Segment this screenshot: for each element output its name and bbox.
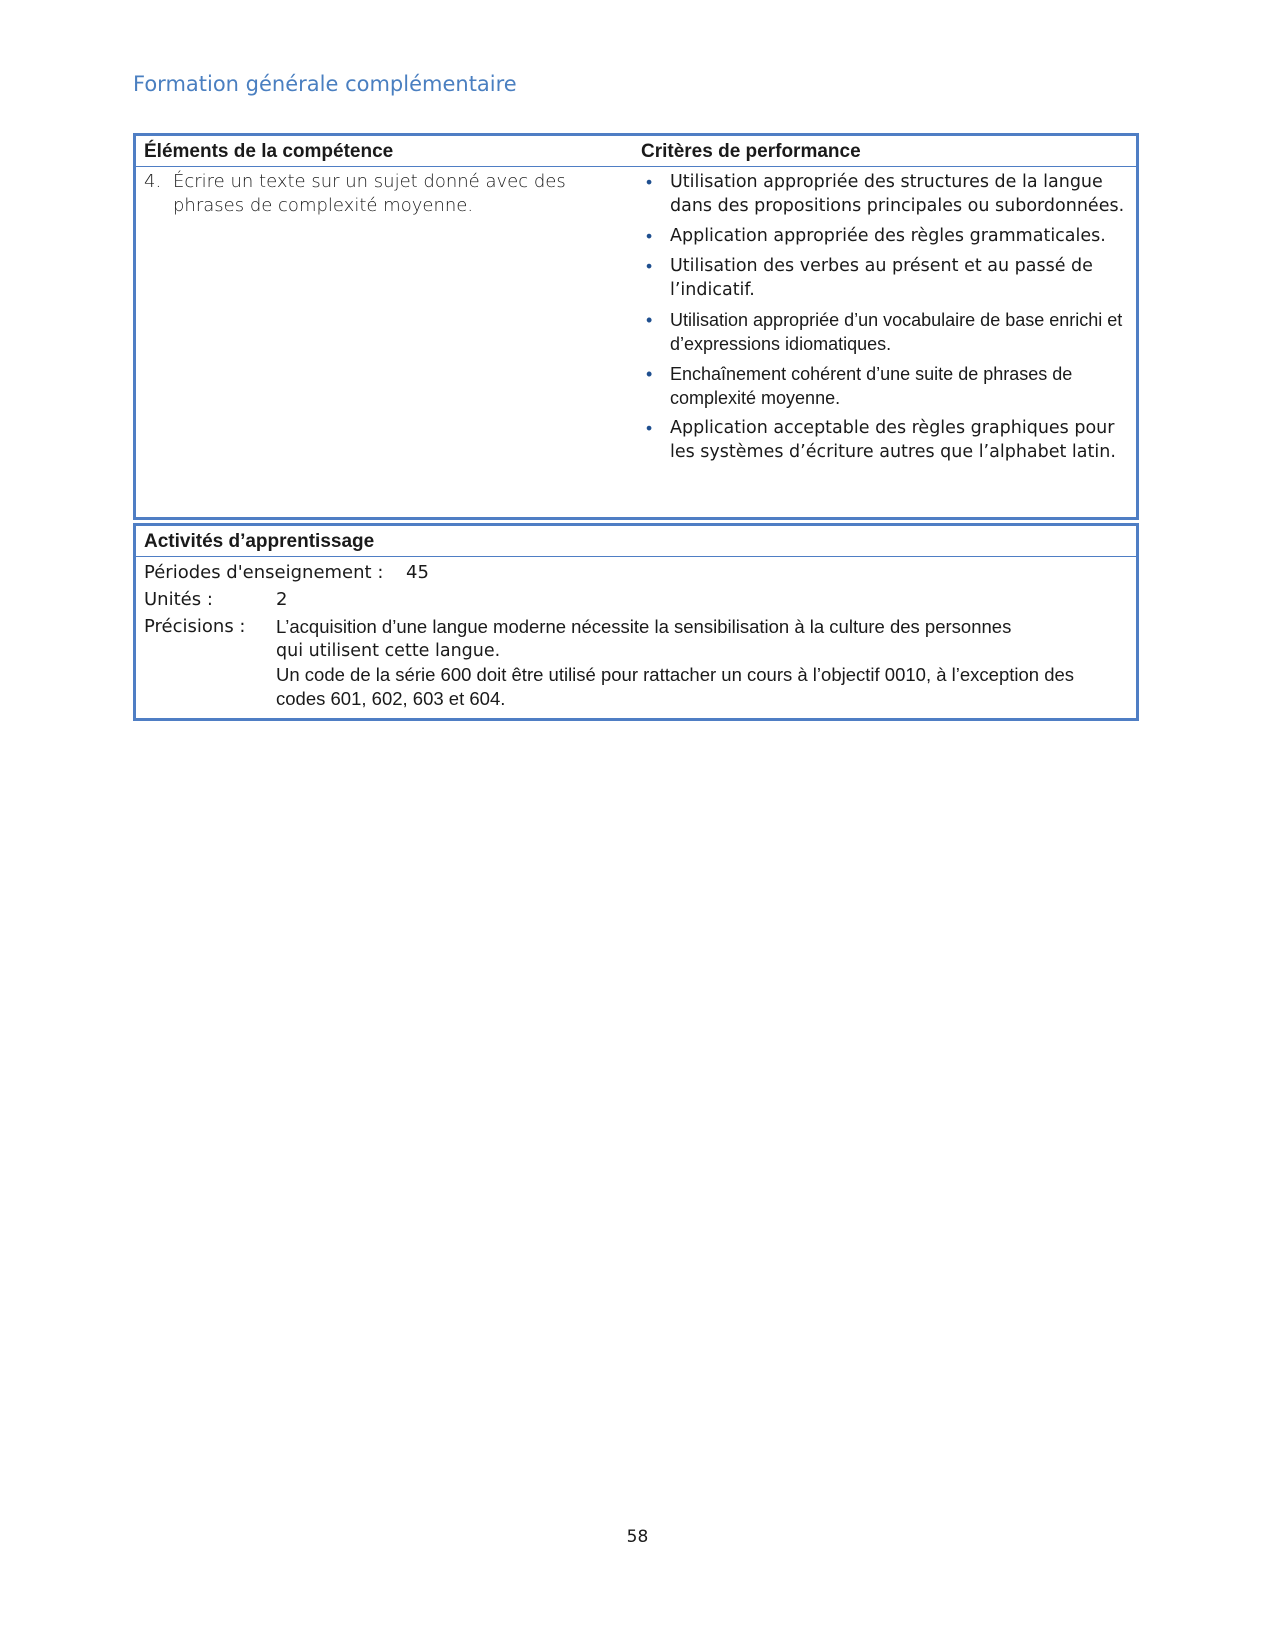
element-number: 4. [144, 171, 162, 192]
page-number: 58 [626, 1527, 649, 1547]
performance-criteria-list [641, 170, 1136, 470]
bullet-icon: • [646, 364, 653, 384]
criteria-item-text: Utilisation des verbes au présent et au passé de l’indicatif. [670, 256, 1093, 300]
criteria-item [641, 308, 1136, 356]
criteria-heading: Critères de performance [641, 141, 861, 162]
precisions-label: Précisions : [144, 616, 246, 637]
elements-heading: Éléments de la compétence [144, 141, 394, 162]
criteria-item-text: Utilisation appropriée des structures de la langue dans des propositions principales ou subordonnées. [670, 172, 1125, 216]
bullet-icon: • [646, 226, 653, 246]
criteria-item [641, 224, 1136, 248]
criteria-item [641, 170, 1136, 218]
periods-label: Périodes d'enseignement : [144, 562, 384, 583]
activities-heading: Activités d’apprentissage [144, 531, 375, 552]
criteria-item [641, 362, 1136, 410]
criteria-item-text: Enchaînement cohérent d’une suite de phrases de complexité moyenne. [670, 364, 1073, 408]
periods-value: 45 [406, 562, 429, 583]
learning-activities-box [133, 523, 1139, 721]
competence-element [144, 170, 584, 218]
criteria-item-text: Application appropriée des règles grammaticales. [670, 226, 1106, 246]
document-section-title: Formation générale complémentaire [133, 72, 517, 96]
units-value: 2 [276, 589, 288, 610]
precisions-text [276, 615, 1126, 711]
criteria-item-text: Utilisation appropriée d’un vocabulaire de base enrichi et d’expressions idiomatiques. [670, 310, 1123, 354]
criteria-item [641, 416, 1136, 464]
bullet-icon: • [646, 418, 653, 438]
precisions-line-2: qui utilisent cette langue. [276, 641, 501, 661]
periods-row [144, 561, 429, 585]
precisions-line-1: L’acquisition d’une langue moderne nécessite la sensibilisation à la culture des personnes [276, 616, 1012, 637]
precisions-line-3: Un code de la série 600 doit être utilisé pour rattacher un cours à l’objectif 0010, à l’exception des codes 601, 602, 603 et 604. [276, 664, 1075, 709]
bullet-icon: • [646, 172, 653, 192]
competence-table [133, 133, 1139, 520]
criteria-item [641, 254, 1136, 302]
units-label: Unités : [144, 589, 213, 610]
criteria-item-text: Application acceptable des règles graphiques pour les systèmes d’écriture autres que l’alphabet latin. [670, 418, 1116, 462]
bullet-icon: • [646, 310, 653, 330]
precisions-row [144, 615, 245, 639]
table-header-divider [136, 166, 1136, 167]
units-row [144, 588, 288, 612]
activities-header-divider [136, 556, 1136, 557]
bullet-icon: • [646, 256, 653, 276]
element-text: Écrire un texte sur un sujet donné avec des phrases de complexité moyenne. [173, 171, 566, 216]
